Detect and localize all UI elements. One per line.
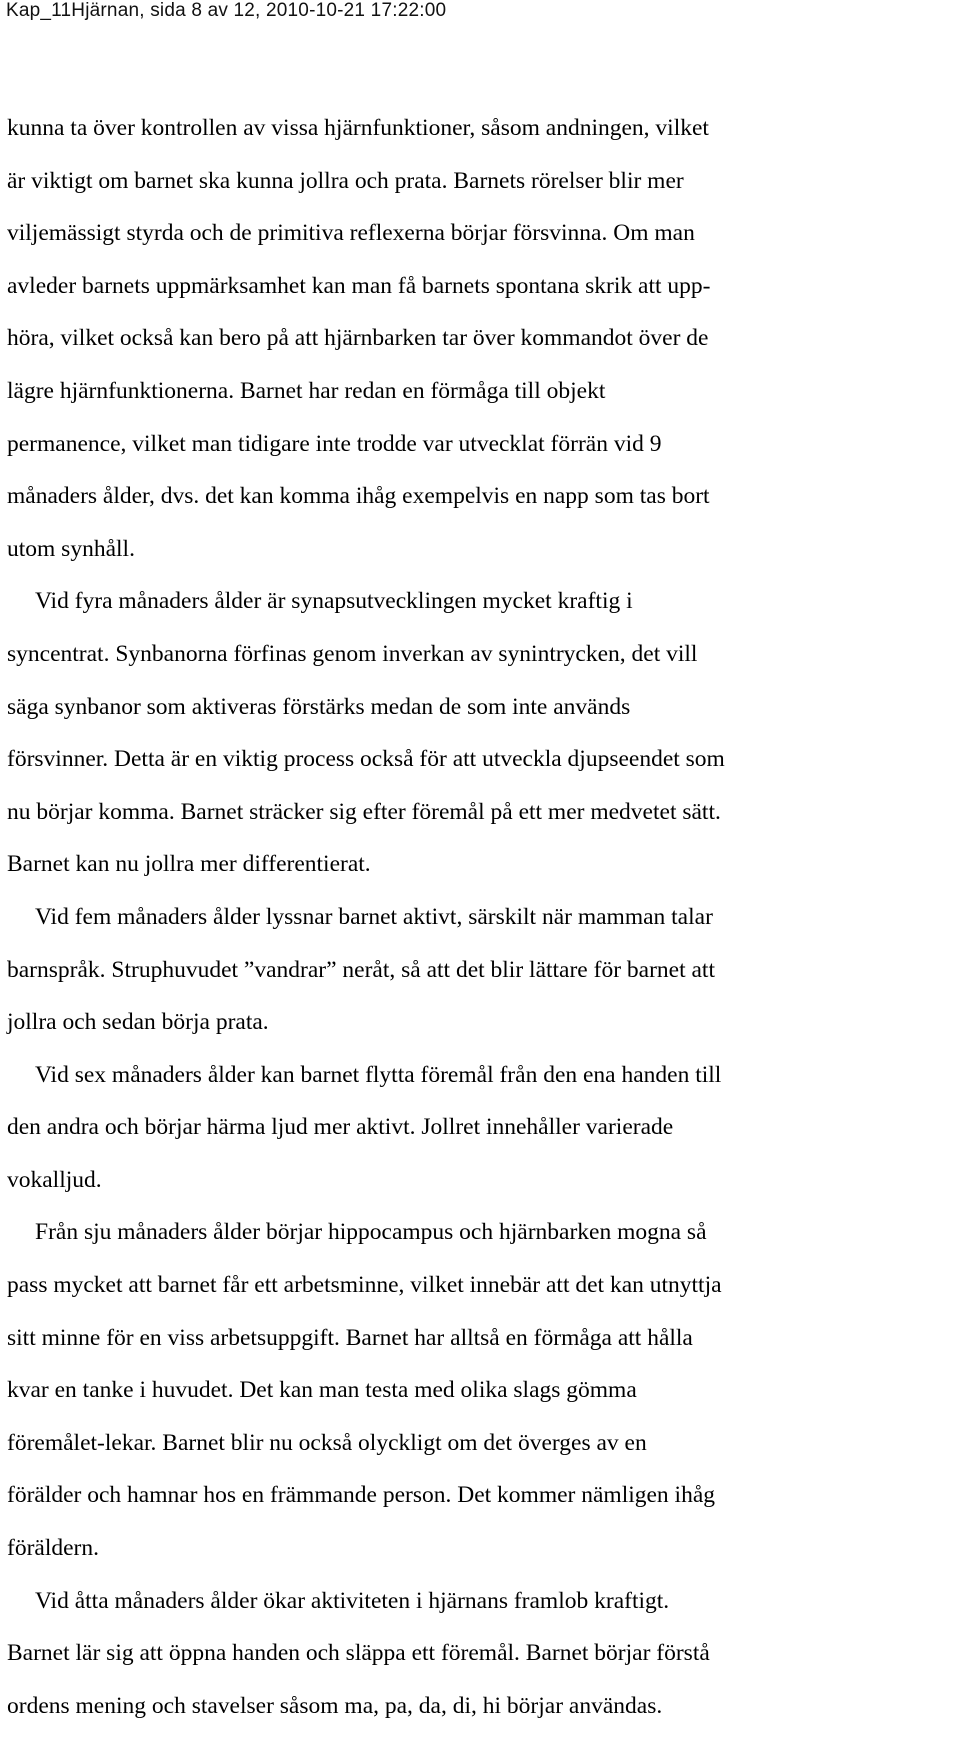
text-line: är viktigt om barnet ska kunna jollra och prata. Barnets rörelser blir mer	[7, 167, 684, 194]
text-line: utom synhåll.	[7, 535, 135, 562]
paragraph-start-line: Vid fem månaders ålder lyssnar barnet aktivt, särskilt när mamman talar	[35, 903, 713, 930]
text-line: kunna ta över kontrollen av vissa hjärnfunktioner, såsom andningen, vilket	[7, 115, 709, 141]
text-line: barnspråk. Struphuvudet ”vandrar” neråt, så att det blir lättare för barnet att	[7, 956, 715, 983]
page-header: Kap_11Hjärnan, sida 8 av 12, 2010-10-21 17:22:00	[6, 0, 447, 21]
text-line: ordens mening och stavelser såsom ma, pa, da, di, hi börjar användas.	[7, 1692, 663, 1719]
text-line: sitt minne för en viss arbetsuppgift. Barnet har alltså en förmåga att hålla	[7, 1324, 693, 1351]
paragraph-start-line: Vid fyra månaders ålder är synapsutvecklingen mycket kraftig i	[35, 588, 633, 615]
paragraph-start-line: Vid sex månaders ålder kan barnet flytta föremål från den ena handen till	[35, 1061, 722, 1088]
text-line: höra, vilket också kan bero på att hjärnbarken tar över kommandot över de	[7, 325, 709, 352]
paragraph-start-line: Från sju månaders ålder börjar hippocampus och hjärnbarken mogna så	[35, 1219, 707, 1246]
text-line: viljemässigt styrda och de primitiva reflexerna börjar försvinna. Om man	[7, 220, 695, 247]
text-line: jollra och sedan börja prata.	[7, 1009, 269, 1036]
text-line: kvar en tanke i huvudet. Det kan man testa med olika slags gömma	[7, 1377, 637, 1404]
text-line: försvinner. Detta är en viktig process också för att utveckla djupseendet som	[7, 746, 725, 773]
text-line: syncentrat. Synbanorna förfinas genom inverkan av synintrycken, det vill	[7, 640, 698, 667]
text-line: Barnet lär sig att öppna handen och släppa ett föremål. Barnet börjar förstå	[7, 1640, 710, 1667]
text-line: nu börjar komma. Barnet sträcker sig efter föremål på ett mer medvetet sätt.	[7, 798, 721, 825]
text-line: den andra och börjar härma ljud mer aktivt. Jollret innehåller varierade	[7, 1114, 674, 1141]
text-line: vokalljud.	[7, 1166, 102, 1193]
body-text	[7, 102, 942, 1732]
text-line: Barnet kan nu jollra mer differentierat.	[7, 851, 371, 878]
text-line: föremålet-lekar. Barnet blir nu också olyckligt om det överges av en	[7, 1429, 647, 1456]
text-line: permanence, vilket man tidigare inte trodde var utvecklat förrän vid 9	[7, 430, 662, 457]
text-line: föräldern.	[7, 1535, 99, 1562]
text-line: lägre hjärnfunktionerna. Barnet har redan en förmåga till objekt	[7, 377, 606, 404]
paragraph-start-line: Vid åtta månaders ålder ökar aktiviteten i hjärnans framlob kraftigt.	[35, 1587, 670, 1614]
text-line: pass mycket att barnet får ett arbetsminne, vilket innebär att det kan utnyttja	[7, 1272, 722, 1299]
text-line: månaders ålder, dvs. det kan komma ihåg exempelvis en napp som tas bort	[7, 483, 710, 510]
text-line: förälder och hamnar hos en främmande person. Det kommer nämligen ihåg	[7, 1482, 716, 1509]
text-line: säga synbanor som aktiveras förstärks medan de som inte används	[7, 693, 631, 720]
text-line: avleder barnets uppmärksamhet kan man få barnets spontana skrik att upp-	[7, 272, 711, 299]
